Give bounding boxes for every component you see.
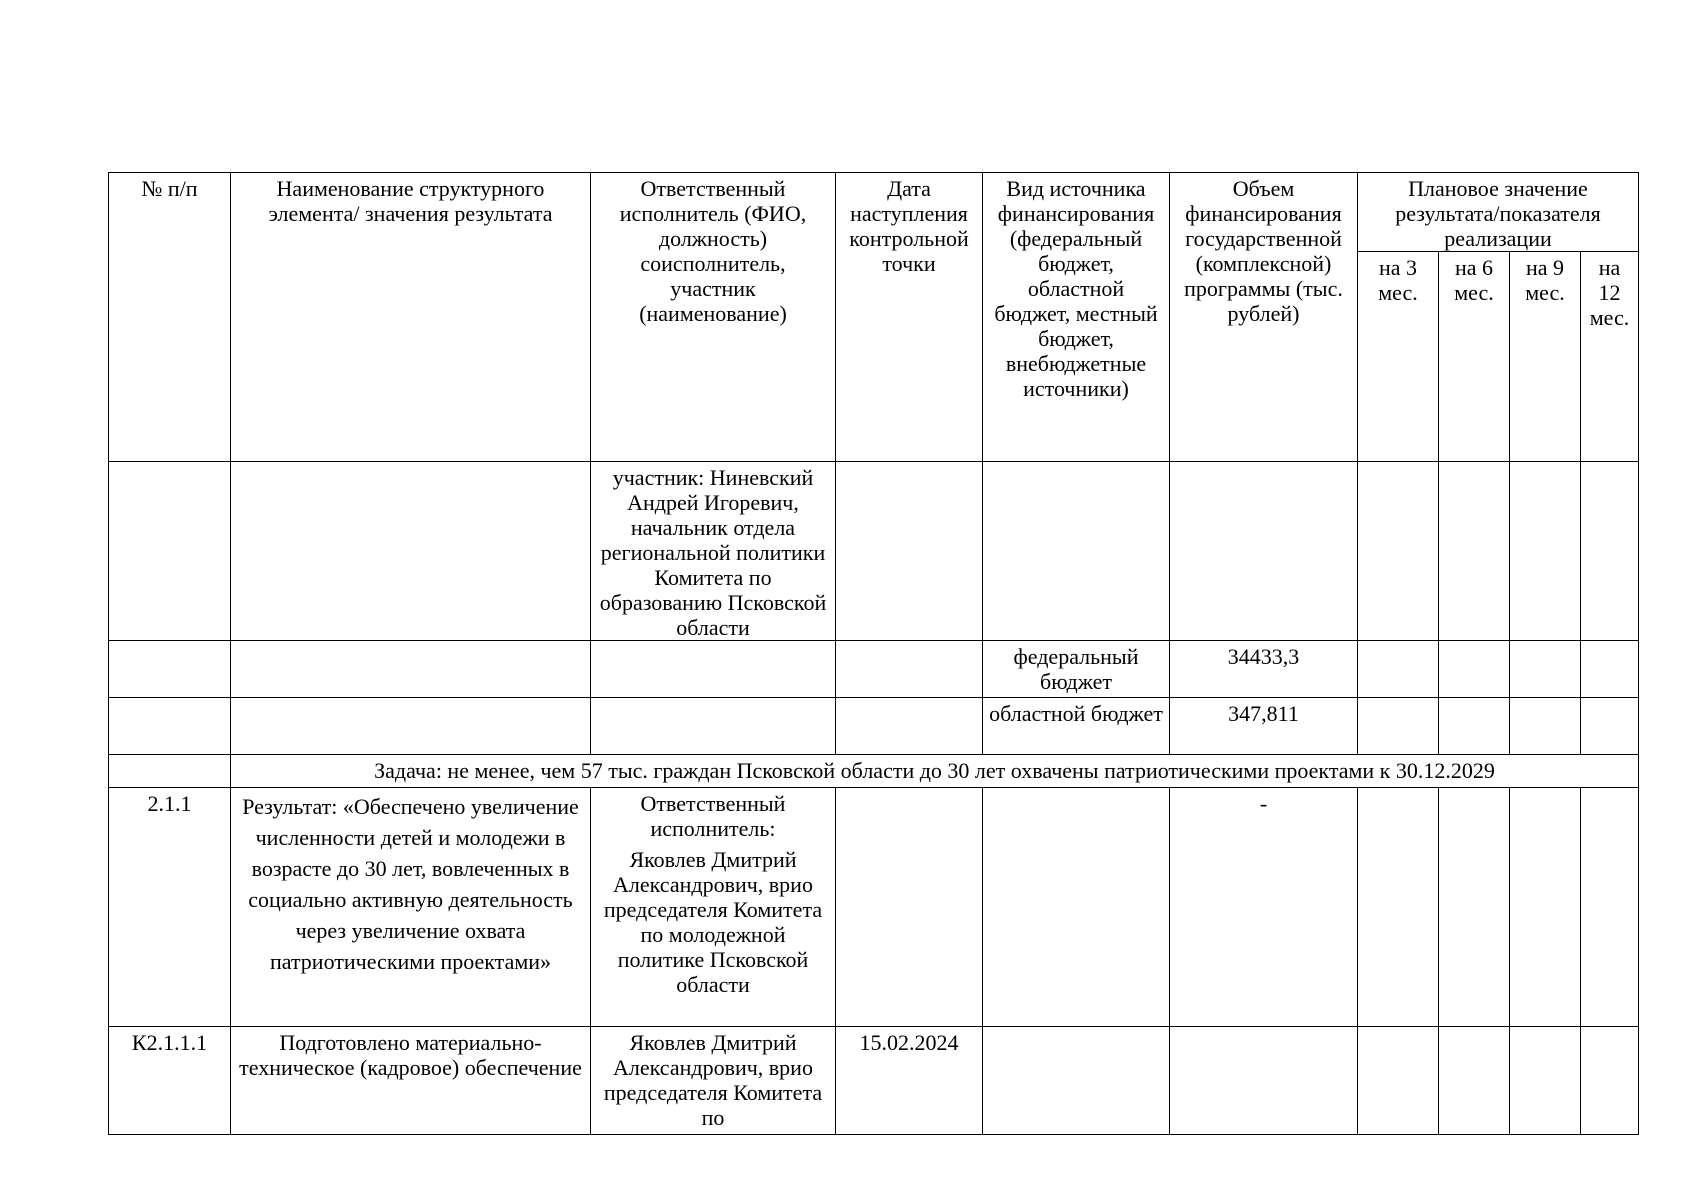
- checkpoint-date: 15.02.2024: [836, 1027, 983, 1135]
- checkpoint-num: К2.1.1.1: [109, 1027, 231, 1135]
- result-executor: [591, 788, 836, 1027]
- result-volume: -: [1170, 788, 1358, 1027]
- result-num: 2.1.1: [109, 788, 231, 1027]
- header-date: Дата наступления контрольной точки: [836, 173, 983, 462]
- regional-budget-volume: 347,811: [1170, 698, 1358, 755]
- header-period-12: на 12 мес.: [1581, 252, 1639, 462]
- result-name: Результат: «Обеспечено увеличение численности детей и молодежи в возрасте до 30 лет, вовлеченных в социально активную деятельность через увеличение охвата патриотическими проектами»: [231, 788, 591, 1027]
- header-period-3: на 3 мес.: [1358, 252, 1439, 462]
- checkpoint-name: Подготовлено материально-техническое (кадровое) обеспечение: [231, 1027, 591, 1135]
- checkpoint-executor: Яковлев Дмитрий Александрович, врио председателя Комитета по: [591, 1027, 836, 1135]
- regional-budget-row: [109, 698, 1639, 755]
- checkpoint-row: [109, 1027, 1639, 1135]
- federal-budget-row: [109, 641, 1639, 698]
- task-text: Задача: не менее, чем 57 тыс. граждан Псковской области до 30 лет охвачены патриотическими проектами к 30.12.2029: [231, 755, 1639, 788]
- regional-budget-source: областной бюджет: [983, 698, 1170, 755]
- result-row: [109, 788, 1639, 1027]
- header-executor: Ответственный исполнитель (ФИО, должность) соисполнитель, участник (наименование): [591, 173, 836, 462]
- result-executor-name: Яковлев Дмитрий Александрович, врио председателя Комитета по молодежной политике Псковской области: [603, 847, 823, 997]
- header-name: Наименование структурного элемента/ значения результата: [231, 173, 591, 462]
- task-row: [109, 755, 1639, 788]
- federal-budget-volume: 34433,3: [1170, 641, 1358, 698]
- result-executor-label: Ответственный исполнитель:: [640, 791, 786, 841]
- header-plan: Плановое значение результата/показателя реализации: [1358, 173, 1639, 252]
- header-period-6: на 6 мес.: [1439, 252, 1510, 462]
- header-num: № п/п: [109, 173, 231, 462]
- header-period-9: на 9 мес.: [1510, 252, 1581, 462]
- participant-row: [109, 462, 1639, 641]
- plan-table: [108, 172, 1639, 1135]
- header-source: Вид источника финансирования (федеральный бюджет, областной бюджет, местный бюджет, внебюджетные источники): [983, 173, 1170, 462]
- header-row-top: [109, 173, 1639, 252]
- participant-executor: участник: Нинeвский Андрей Игоревич, начальник отдела региональной политики Комитета по образованию Псковской области: [591, 462, 836, 641]
- header-volume: Объем финансирования государственной (комплексной) программы (тыс. рублей): [1170, 173, 1358, 462]
- federal-budget-source: федеральный бюджет: [983, 641, 1170, 698]
